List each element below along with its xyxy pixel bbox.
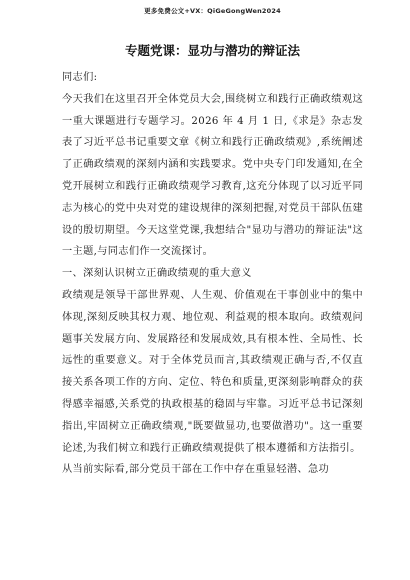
section-heading: 一、深刻认识树立正确政绩观的重大意义 [62,268,252,280]
paragraph-intro: 今天我们在这里召开全体党员大会,围绕树立和践行正确政绩观这一重大课题进行专题学习。2026 年 4 月 1 日,《求是》杂志发表了习近平总书记重要文章《树立和践行正确政绩观》,系统阐述了正确政绩观的深刻内涵和实践要求。党中央专门印发通知,在全党开展树立和践行正确政绩观学习教育,这充分体现了以习近平同志为核心的党中央对党的建设规律的深刻把握,对党员干部队伍建设的殷切期望。今天这堂党课,我想结合"显功与潜功的辩证法"这一主题,与同志们作一交流探讨。 [62,93,363,258]
document-body [62,67,363,481]
header-note: 更多免费公文+VX：QiGeGongWen2024 [144,7,281,15]
document-title: 专题党课：显功与潜功的辩证法 [124,43,300,58]
paragraph-section-2: 从当前实际看,部分党员干部在工作中存在重显轻潜、急功 [62,464,330,476]
salutation: 同志们: [62,72,98,83]
paragraph-section-1: 政绩观是领导干部世界观、人生观、价值观在干事创业中的集中体现,深刻反映其权力观、地位观、利益观的根本取向。政绩观问题事关发展方向、发展路径和发展成效,具有根本性、全局性、长远性的重要意义。对于全体党员而言,其政绩观正确与否,不仅直接关系各项工作的方向、定位、特色和质量,更深刻影响群众的获得感幸福感,关系党的执政根基的稳固与牢靠。习近平总书记深刻指出,牢固树立正确政绩观,"既要做显功,也要做潜功"。这一重要论述,为我们树立和践行正确政绩观提供了根本遵循和方法指引。 [62,289,363,454]
